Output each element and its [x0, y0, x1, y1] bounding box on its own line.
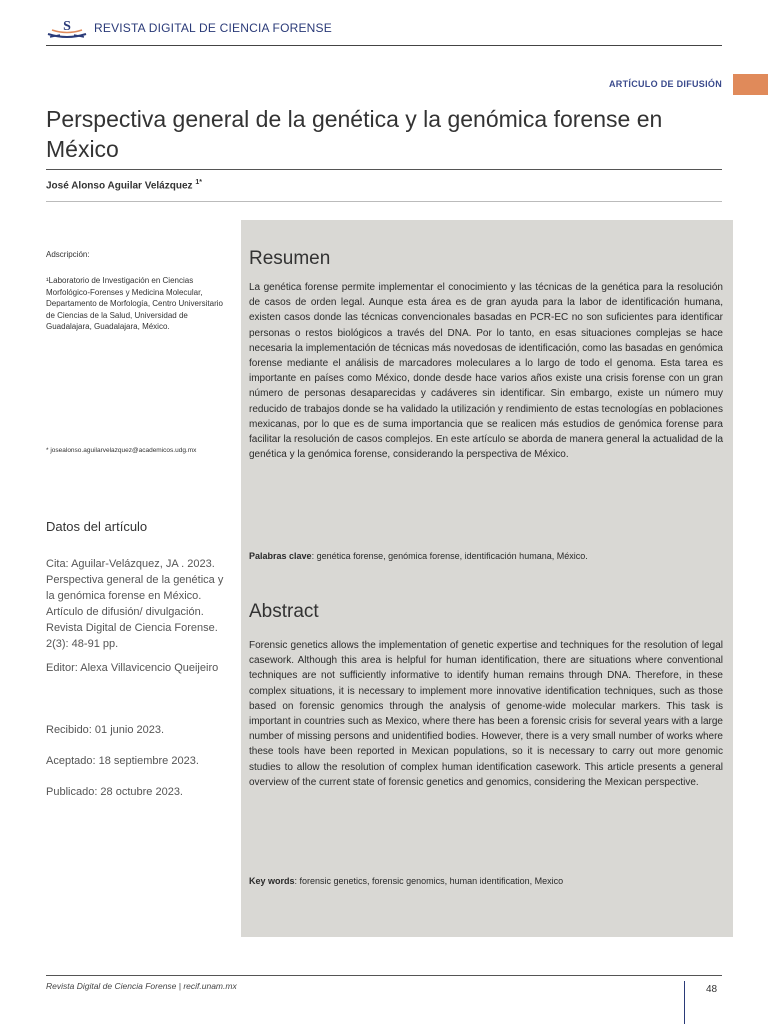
section-tab-marker — [733, 74, 768, 95]
palabras-clave-values: : genética forense, genómica forense, identificación humana, México. — [311, 551, 588, 561]
key-words-label: Key words — [249, 876, 295, 886]
footer-divider — [46, 975, 722, 976]
author-affiliation-marker: 1* — [195, 179, 202, 186]
article-data-heading: Datos del artículo — [46, 519, 148, 534]
page-number: 48 — [706, 984, 718, 995]
header-divider — [46, 45, 722, 46]
footer-vertical-rule — [684, 981, 685, 1024]
article-title: Perspectiva general de la genética y la genómica forense en México — [46, 106, 663, 162]
svg-text:S: S — [63, 19, 71, 34]
citation-text: Cita: Aguilar-Velázquez, JA . 2023. Perspectiva general de la genética y la genómica forense en México. Artículo de difusión/ divulgación. Revista Digital de Ciencia Forense. 2(3): 48-91 pp. — [46, 558, 224, 650]
resumen-body: La genética forense permite implementar el conocimiento y las técnicas de la genética para la resolución de casos de orden legal. Aunque esta área es de gran ayuda para la labor de identificación humana, existen casos donde las técnicas convencionales basadas en PCR-EC no son suficientes para identificar personas o restos biológicos a través del DNA. Por lo tanto, en esas situaciones complejas se hace necesaria la implementación de técnicas más novedosas de identificación, como las basadas en genómica forense mediante el análisis de marcadores moleculares a lo largo de todo el genoma. Esta tarea es importante en países como México, donde desde hace varios años existe una crisis forense con un gran número de personas desaparecidas y cadáveres sin identificar. Sin embargo, existe un número muy reducido de trabajos donde se ha validado la utilización y rendimiento de estas tecnologías en poblaciones mexicanas, por lo que es de suma importancia que se realicen más estudios de genómica forense para facilitar la resolución de casos complejos. En este artículo se aborda de manera general la actualidad de la genética y la genómica forense, considerando la perspectiva de México. — [249, 282, 723, 461]
author-name: José Alonso Aguilar Velázquez — [46, 180, 193, 192]
editor-text: Editor: Alexa Villavicencio Queijeiro — [46, 662, 219, 674]
palabras-clave-label: Palabras clave — [249, 551, 312, 561]
title-divider — [46, 169, 722, 170]
abstract-heading: Abstract — [249, 601, 319, 622]
journal-name: REVISTA DIGITAL DE CIENCIA FORENSE — [94, 21, 332, 35]
journal-logo-icon — [46, 16, 88, 40]
palabras-clave — [249, 551, 723, 561]
footer-journal: Revista Digital de Ciencia Forense | recif.unam.mx — [46, 981, 237, 991]
adscription-label: Adscripción: — [46, 250, 90, 259]
abstract-body: Forensic genetics allows the implementation of genetic expertise and techniques for the resolution of legal casework. Although this area is helpful for human identification, there are situations where conventional techniques are not sufficiently informative to identify human remains through DNA. Therefore, in these complex situations, it is necessary to implement more innovative identification techniques, such as those based on forensic genomics through the analysis of genome-wide molecular markers. This task is important in countries such as Mexico, where there has been a forensic crisis for several years with a large number of missing persons and unidentified bodies. However, there is a very small number of works where these tools have been reported in Mexican populations, so it is necessary to carry out more genomic studies to allow the resolution of complex human identification casework. This article presents a general overview of the current state of forensic genetics and genomics, considering the Mexican perspective. — [249, 640, 723, 788]
article-type-label: ARTÍCULO DE DIFUSIÓN — [609, 79, 722, 89]
received-date: Recibido: 01 junio 2023. — [46, 724, 165, 736]
key-words — [249, 876, 723, 886]
published-date: Publicado: 28 octubre 2023. — [46, 786, 183, 798]
affiliation-text: ¹Laboratorio de Investigación en Ciencias Morfológico-Forenses y Medicina Molecular, Departamento de Morfología, Centro Universitario de Ciencias de la Salud, Universidad de Guadalajara, Guadalajara, México. — [46, 276, 223, 331]
accepted-date: Aceptado: 18 septiembre 2023. — [46, 755, 199, 767]
author-email[interactable]: * josealonso.aguilarvelazquez@academicos.udg.mx — [46, 447, 197, 454]
author-line — [46, 179, 202, 191]
resumen-heading: Resumen — [249, 248, 331, 269]
author-divider — [46, 201, 722, 202]
key-words-values: : forensic genetics, forensic genomics, human identification, Mexico — [294, 876, 564, 886]
